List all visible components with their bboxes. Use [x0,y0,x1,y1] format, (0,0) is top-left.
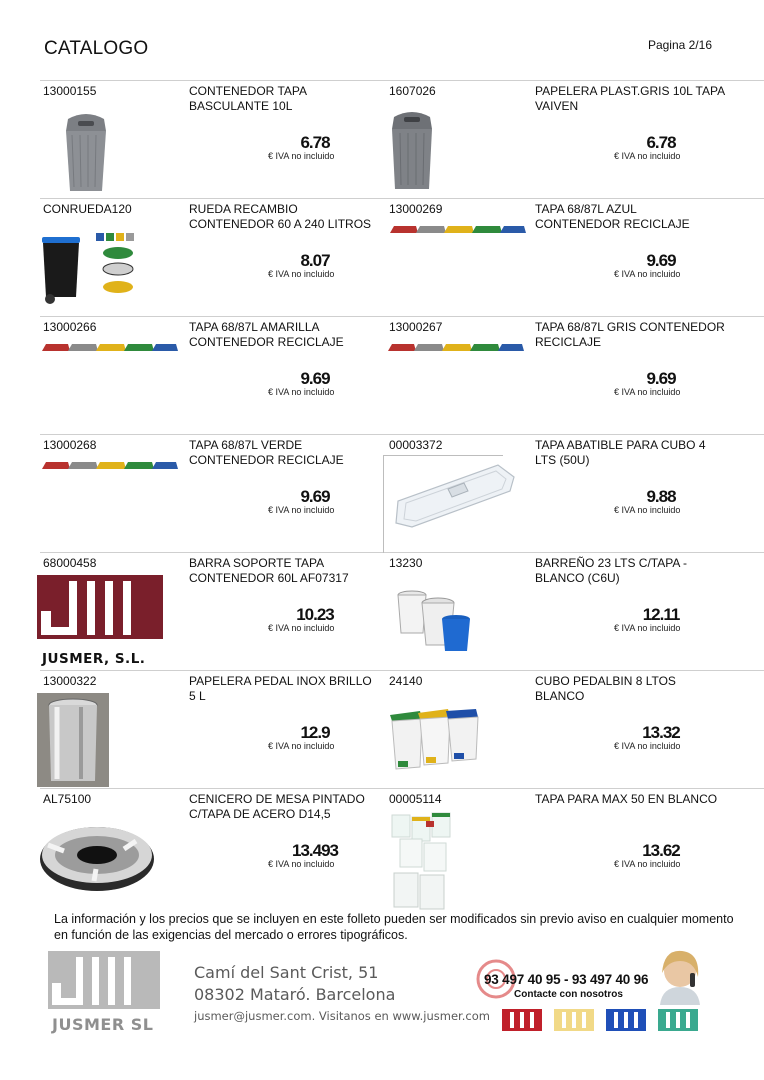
product-card[interactable] [40,789,386,914]
product-name: TAPA 68/87L VERDE CONTENEDOR RECICLAJE [189,438,344,467]
product-grid [40,80,764,914]
ashtray-icon [38,819,156,895]
tubs-icon [394,589,474,655]
product-code: 68000458 [43,556,97,570]
product-row [40,434,764,552]
iva-label: € IVA no incluido [614,151,681,161]
product-code: 13000268 [43,438,97,452]
jusmer-footer-logo [48,951,160,1009]
product-price: 9.69 [300,487,330,506]
product-price: 13.62 [642,841,680,860]
colored-lids-icon [40,341,180,355]
brand-logos [502,1009,742,1031]
product-name: TAPA PARA MAX 50 EN BLANCO [535,792,718,806]
product-code: 13000269 [389,202,443,216]
product-card[interactable] [386,553,732,670]
product-code: 24140 [389,674,423,688]
product-name: RUEDA RECAMBIO CONTENEDOR 60 A 240 LITROS [189,202,372,231]
product-card[interactable] [386,81,732,198]
product-card[interactable] [40,435,386,552]
product-code: 13000155 [43,84,97,98]
product-code: 13000322 [43,674,97,688]
iva-label: € IVA no incluido [614,623,681,633]
product-code: 00003372 [389,438,443,452]
product-card[interactable] [40,553,386,670]
image-frame-divider [383,455,384,553]
product-name: CUBO PEDALBIN 8 LTOS BLANCO [535,674,676,703]
jusmer-logo-blue [606,1009,646,1031]
colored-lids-icon [388,223,528,237]
product-price: 6.78 [300,133,330,152]
iva-label: € IVA no incluido [614,505,681,515]
wheeled-container-icon [40,231,136,305]
product-name: CENICERO DE MESA PINTADO C/TAPA DE ACERO D14,5 [189,792,365,821]
jusmer-logo-yellow [554,1009,594,1031]
image-frame-divider [383,455,503,456]
product-price: 6.78 [646,133,676,152]
product-card[interactable] [386,671,732,788]
product-row [40,552,764,670]
product-card[interactable] [40,671,386,788]
product-name: PAPELERA PEDAL INOX BRILLO 5 L [189,674,372,703]
product-card[interactable] [40,199,386,316]
product-code: 13000267 [389,320,443,334]
product-name: TAPA 68/87L GRIS CONTENEDOR RECICLAJE [535,320,725,349]
contact-web[interactable]: jusmer@jusmer.com. Visitanos en www.jusmer.com [194,1009,490,1023]
iva-label: € IVA no incluido [614,741,681,751]
product-name: PAPELERA PLAST.GRIS 10L TAPA VAIVEN [535,84,725,113]
product-name: BARRA SOPORTE TAPA CONTENEDOR 60L AF07317 [189,556,349,585]
product-price: 13.32 [642,723,680,742]
product-price: 9.69 [300,369,330,388]
jusmer-footer-logo-text: JUSMER SL [52,1015,154,1034]
product-card[interactable] [386,435,732,552]
jusmer-logo-teal [658,1009,698,1031]
page-title: CATALOGO [44,38,149,59]
phone-numbers[interactable]: 93 497 40 95 - 93 497 40 96 [484,972,649,987]
product-card[interactable] [386,789,732,914]
product-price: 12.11 [642,605,680,624]
product-name: CONTENEDOR TAPA BASCULANTE 10L [189,84,307,113]
page-header [42,36,722,76]
product-name: TAPA 68/87L AZUL CONTENEDOR RECICLAJE [535,202,690,231]
product-row [40,80,764,198]
iva-label: € IVA no incluido [268,741,335,751]
page-number: Pagina 2/16 [647,38,712,52]
product-card[interactable] [386,317,732,434]
clear-lid-icon [388,461,516,531]
iva-label: € IVA no incluido [268,623,335,633]
product-card[interactable] [386,199,732,316]
iva-label: € IVA no incluido [268,505,335,515]
jusmer-logo-text: JUSMER, S.L. [42,651,146,667]
pedal-bins-icon [388,707,480,773]
iva-label: € IVA no incluido [614,387,681,397]
product-price: 10.23 [296,605,334,624]
iva-label: € IVA no incluido [268,151,335,161]
product-name: BARREÑO 23 LTS C/TAPA - BLANCO (C6U) [535,556,688,585]
iva-label: € IVA no incluido [268,859,335,869]
address-city: 08302 Mataró. Barcelona [194,985,396,1004]
iva-label: € IVA no incluido [614,859,681,869]
product-price: 12.9 [300,723,330,742]
product-row [40,788,764,914]
product-row [40,670,764,788]
product-code: 13000266 [43,320,97,334]
product-price: 13.493 [292,841,338,860]
product-row [40,316,764,434]
product-name: TAPA ABATIBLE PARA CUBO 4 LTS (50U) [535,438,706,467]
product-code: 13230 [389,556,423,570]
white-bins-icon [390,809,454,913]
company-address [194,963,490,1023]
product-code: 1607026 [389,84,436,98]
colored-lids-icon [386,341,526,355]
colored-lids-icon [40,459,180,473]
product-code: CONRUEDA120 [43,202,132,216]
grey-swing-bin-icon [60,111,112,193]
jusmer-logo-red [502,1009,542,1031]
address-street: Camí del Sant Crist, 51 [194,963,379,982]
product-price: 9.69 [646,251,676,270]
product-code: AL75100 [43,792,92,806]
product-price: 8.07 [300,251,330,270]
jusmer-logo [37,575,163,639]
product-price: 9.88 [646,487,676,506]
product-row [40,198,764,316]
product-name: TAPA 68/87L AMARILLA CONTENEDOR RECICLAJE [189,320,344,349]
product-price: 9.69 [646,369,676,388]
product-code: 00005114 [389,792,442,806]
operator-photo [650,947,708,1005]
iva-label: € IVA no incluido [268,269,335,279]
steel-pedal-bin-icon [37,693,109,787]
contact-cta: Contacte con nosotros [514,989,623,1000]
price-disclaimer: La información y los precios que se incluyen en este folleto pueden ser modificados sin previo aviso en cualquier momento en función de las exigencias del mercado o errores tipográficos. [54,912,734,942]
iva-label: € IVA no incluido [614,269,681,279]
product-card[interactable] [40,81,386,198]
grey-swing-bin-icon [390,107,434,191]
footer [44,945,744,1040]
iva-label: € IVA no incluido [268,387,335,397]
product-card[interactable] [40,317,386,434]
